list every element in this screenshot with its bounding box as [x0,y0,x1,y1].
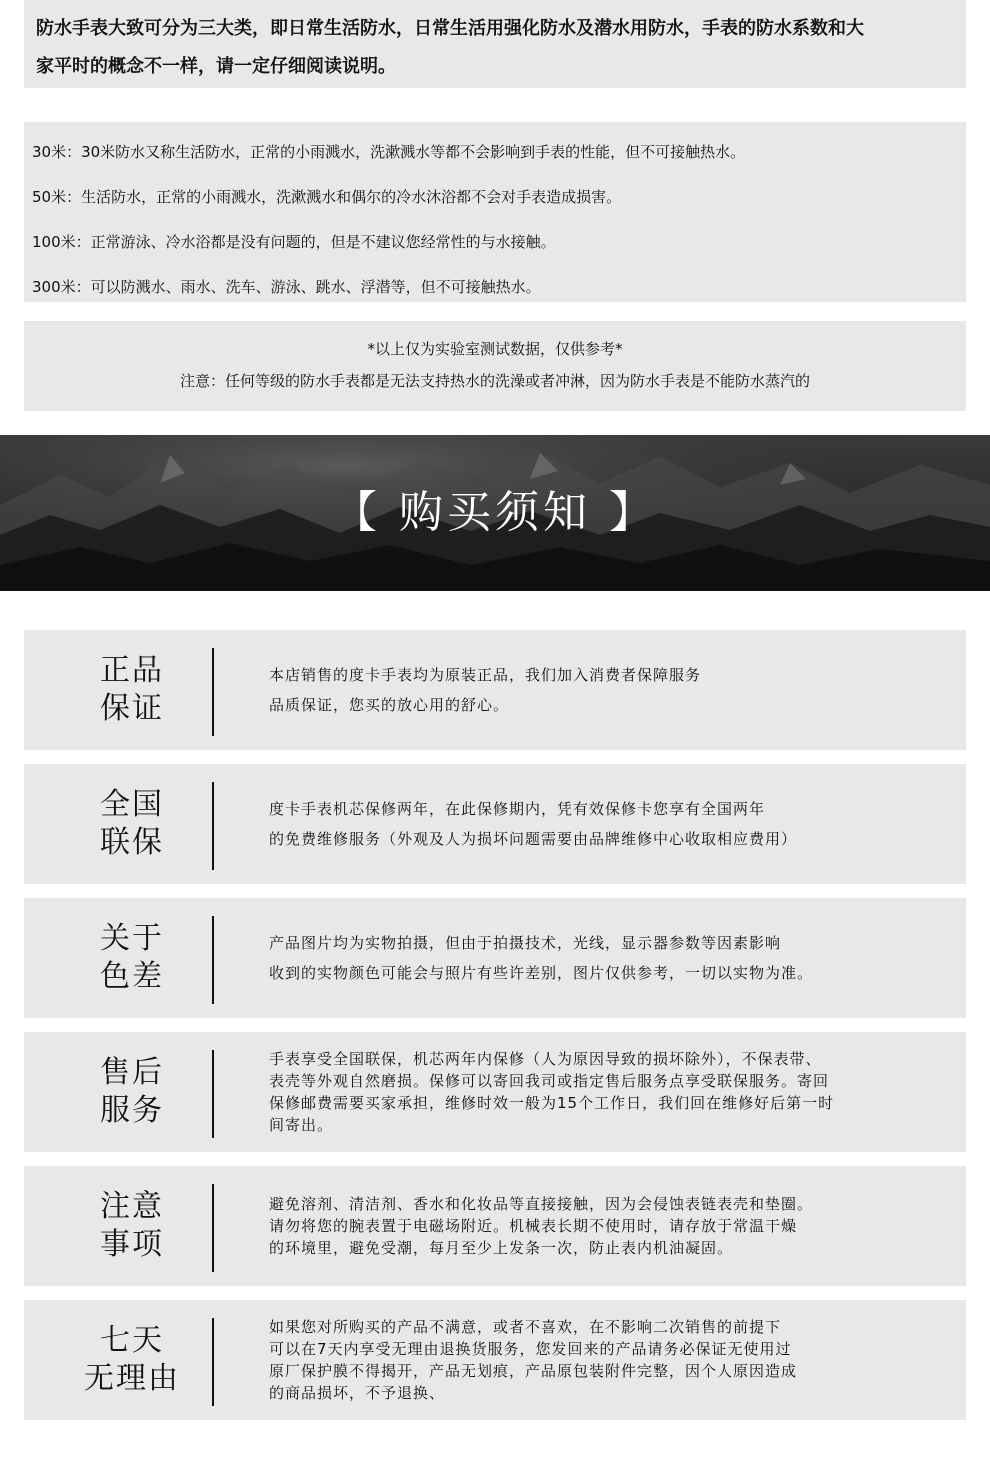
card-line: 的环境里，避免受潮，每月至少上发条一次，防止表内机油凝固。 [269,1239,734,1257]
rating-50m: 50米：生活防水，正常的小雨溅水，洗漱溅水和偶尔的冷水沐浴都不会对手表造成损害。 [32,188,622,206]
card-precautions [24,1166,966,1286]
card-body [269,1032,959,1152]
card-title-line-1: 全国 [100,787,164,822]
card-title-line-1: 关于 [100,921,164,956]
card-title [64,764,200,884]
card-body [269,898,959,1018]
card-divider [212,782,214,870]
card-line: 保修邮费需要买家承担，维修时效一般为15个工作日，我们回在维修好后第一时 [269,1094,835,1112]
card-line: 的商品损坏，不予退换、 [269,1384,446,1402]
card-body [269,764,959,884]
rating-30m: 30米：30米防水又称生活防水，正常的小雨溅水，洗漱溅水等都不会影响到手表的性能，但不可接触热水。 [32,143,746,161]
card-divider [212,648,214,736]
card-line: 品质保证，您买的放心用的舒心。 [269,696,510,714]
card-line: 请勿将您的腕表置于电磁场附近。机械表长期不使用时，请存放于常温干燥 [269,1217,798,1235]
card-title [64,1166,200,1286]
card-line: 度卡手表机芯保修两年，在此保修期内，凭有效保修卡您享有全国两年 [269,800,766,818]
card-title-line-2: 无理由 [84,1361,180,1396]
card-divider [212,1318,214,1406]
card-line: 的免费维修服务（外观及人为损坏问题需要由品牌维修中心收取相应费用） [269,830,798,848]
card-title [64,630,200,750]
card-line: 原厂保护膜不得揭开，产品无划痕，产品原包装附件完整，因个人原因造成 [269,1362,798,1380]
card-color-difference [24,898,966,1018]
card-seven-day-return [24,1300,966,1420]
card-line: 手表享受全国联保，机芯两年内保修（人为原因导致的损坏除外），不保表带、 [269,1050,822,1068]
intro-line-1: 防水手表大致可分为三大类，即日常生活防水，日常生活用强化防水及潜水用防水，手表的防水系数和大 [36,18,864,39]
purchase-notice-banner [0,435,990,591]
note-line-2: 注意：任何等级的防水手表都是无法支持热水的洗澡或者冲淋，因为防水手表是不能防水蒸汽的 [179,372,810,390]
card-title-line-1: 正品 [100,653,164,688]
banner-title: 【 购买须知 】 [333,487,657,538]
card-line: 间寄出。 [269,1116,334,1134]
card-line: 可以在7天内享受无理由退换货服务，您发回来的产品请务必保证无使用过 [269,1340,792,1358]
card-title-line-1: 售后 [100,1055,164,1090]
rating-100m: 100米：正常游泳、冷水浴都是没有问题的，但是不建议您经常性的与水接触。 [32,233,556,251]
card-body [269,1166,959,1286]
card-body [269,1300,959,1420]
card-title-line-2: 服务 [100,1093,164,1128]
card-title-line-2: 保证 [100,691,164,726]
lab-data-note [24,321,966,411]
rating-300m: 300米：可以防溅水、雨水、洗车、游泳、跳水、浮潜等，但不可接触热水。 [32,278,541,296]
card-title-line-2: 事项 [100,1227,164,1262]
card-line: 收到的实物颜色可能会与照片有些许差别，图片仅供参考，一切以实物为准。 [269,964,814,982]
card-line: 表壳等外观自然磨损。保修可以寄回我司或指定售后服务点享受联保服务。寄回 [269,1072,830,1090]
card-authentic-guarantee [24,630,966,750]
waterproof-ratings [24,122,966,302]
note-line-1: *以上仅为实验室测试数据，仅供参考* [367,340,623,358]
card-divider [212,1050,214,1138]
card-title-line-2: 联保 [100,825,164,860]
card-divider [212,1184,214,1272]
card-national-warranty [24,764,966,884]
card-divider [212,916,214,1004]
card-line: 本店销售的度卡手表均为原装正品，我们加入消费者保障服务 [269,666,702,684]
waterproof-intro [24,0,966,88]
card-title [64,898,200,1018]
card-title-line-2: 色差 [100,959,164,994]
card-title-line-1: 七天 [100,1323,164,1358]
card-title [64,1300,200,1420]
card-title-line-1: 注意 [100,1189,164,1224]
card-line: 如果您对所购买的产品不满意，或者不喜欢，在不影响二次销售的前提下 [269,1318,782,1336]
card-title [64,1032,200,1152]
card-line: 避免溶剂、清洁剂、香水和化妆品等直接接触，因为会侵蚀表链表壳和垫圈。 [269,1195,814,1213]
card-line: 产品图片均为实物拍摄，但由于拍摄技术，光线，显示器参数等因素影响 [269,934,782,952]
card-body [269,630,959,750]
card-after-sales [24,1032,966,1152]
intro-line-2: 家平时的概念不一样，请一定仔细阅读说明。 [36,56,396,77]
